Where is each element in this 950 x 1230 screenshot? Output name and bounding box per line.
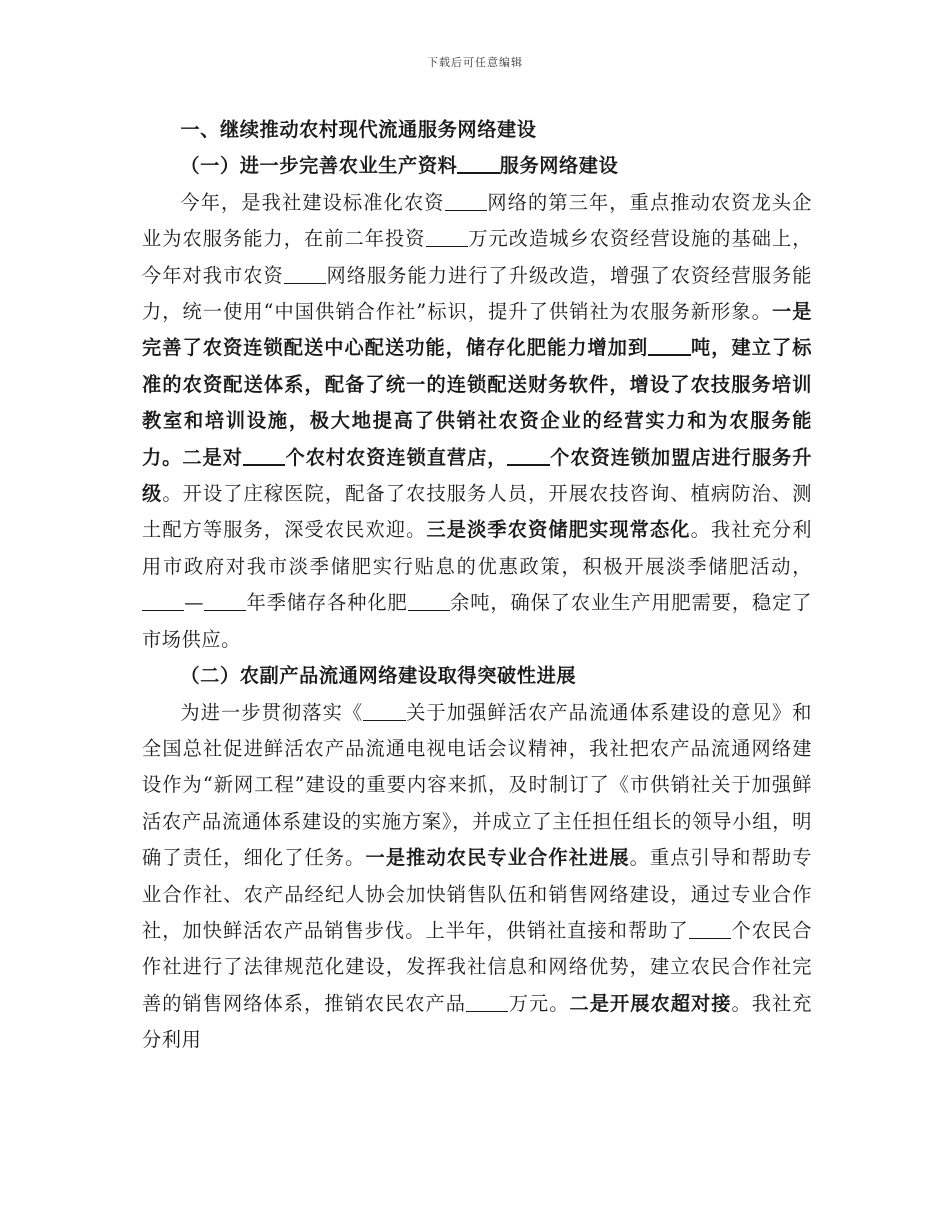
text-run: 。开设了庄稼医院，配备了农技服务人员，开展农技咨询、植病防治、测土配方等服务，深受农民欢迎。 <box>142 482 812 542</box>
blank-field <box>408 591 450 611</box>
text-run: 今年，是我社建设标准化农资 <box>180 190 445 214</box>
bold-text-run: 吨，建立了标准的农资配送体系，配备了统一的连锁配送财务软件，增设了农技服务培训教室和培训设施，极大地提高了供销社农资企业的经营实力和为农服务能力。二是对 <box>142 336 813 469</box>
bold-text-run: 一是推动农民专业合作社进展 <box>365 846 630 870</box>
text-run: 个农民合作社进行了法律规范化建设，发挥我社信息和网络优势，建立农民合作社完善的销售网络体系，推销农民农产品 <box>142 918 813 1015</box>
text-run: 。重点引导和帮助专业合作社、农产品经纪人协会加快销售队伍和销售网络建设，通过专业合作社，加快鲜活农产品销售步伐。上半年，供销社直接和帮助了 <box>142 846 812 942</box>
subsection-heading-2: （二）农副产品流通网络建设取得突破性进展 <box>180 664 577 688</box>
text-run: — <box>184 591 205 615</box>
bold-text-run: 三是淡季农资储肥实现常态化 <box>426 518 691 542</box>
blank-field <box>466 992 508 1012</box>
subsection-heading-1 <box>142 148 812 184</box>
blank-field <box>142 591 184 611</box>
paragraph-produce-circulation <box>142 695 812 1059</box>
text-run: 年季储存各种化肥 <box>246 591 408 615</box>
paragraph-agricultural-supplies <box>142 185 812 658</box>
subsection-heading-text: （一）进一步完善农业生产资料 <box>180 154 458 178</box>
blank-field <box>689 919 731 939</box>
bold-text-run: 二是开展农超对接 <box>569 991 732 1015</box>
bold-text-run: 个农资连锁加盟店进行服务升级 <box>142 445 812 506</box>
text-run: 网络的第三年，重点推动农资龙头企业为农服务能力，在前二年投资 <box>142 190 812 251</box>
text-run: 万元。 <box>508 991 570 1015</box>
page-header-note: 下载后可任意编辑 <box>427 56 523 69</box>
blank-field <box>445 191 487 211</box>
blank-field <box>507 444 549 465</box>
text-run: 。我社充分利用市政府对我市淡季储肥实行贴息的优惠政策，积极开展淡季储肥活动， <box>142 518 812 578</box>
bold-text-run: 个农村农资连锁直营店， <box>285 445 508 469</box>
text-run: 。我社充分利用 <box>142 991 812 1052</box>
blank-field <box>457 153 499 174</box>
text-run: 万元改造城乡农资经营设施的基础上，今年对我市农资 <box>142 227 813 287</box>
text-run: 关于加强鲜活农产品流通体系建设的意见》和全国总社促进鲜活农产品流通电视电话会议精神，我社把农产品流通网络建设作为“新网工程”建设的重要内容来抓，及时制订了《市供销社关于加强鲜活农产品流通体系建设的实施方案》，并成立了主任担任组长的领导小组，明确了责任，细化了任务。 <box>142 700 813 870</box>
text-run: 为进一步贯彻落实《 <box>180 700 364 724</box>
text-run: 余吨，确保了农业生产用肥需要，稳定了市场供应。 <box>142 591 812 651</box>
bold-text-run: 一是完善了农资连锁配送中心配送功能，储存化肥能力增加到 <box>142 300 812 360</box>
blank-field <box>284 263 326 283</box>
text-run: 网络服务能力进行了升级改造，增强了农资经营服务能力，统一使用“中国供销合作社”标识，提升了供销社为农服务新形象。 <box>142 263 813 324</box>
blank-field <box>648 335 690 356</box>
subsection-heading-text: 服务网络建设 <box>499 154 619 178</box>
document-body <box>142 112 812 1059</box>
blank-field <box>426 227 468 247</box>
blank-field <box>243 444 285 465</box>
section-heading: 一、继续推动农村现代流通服务网络建设 <box>180 118 537 141</box>
blank-field <box>204 591 246 611</box>
blank-field <box>363 700 405 720</box>
